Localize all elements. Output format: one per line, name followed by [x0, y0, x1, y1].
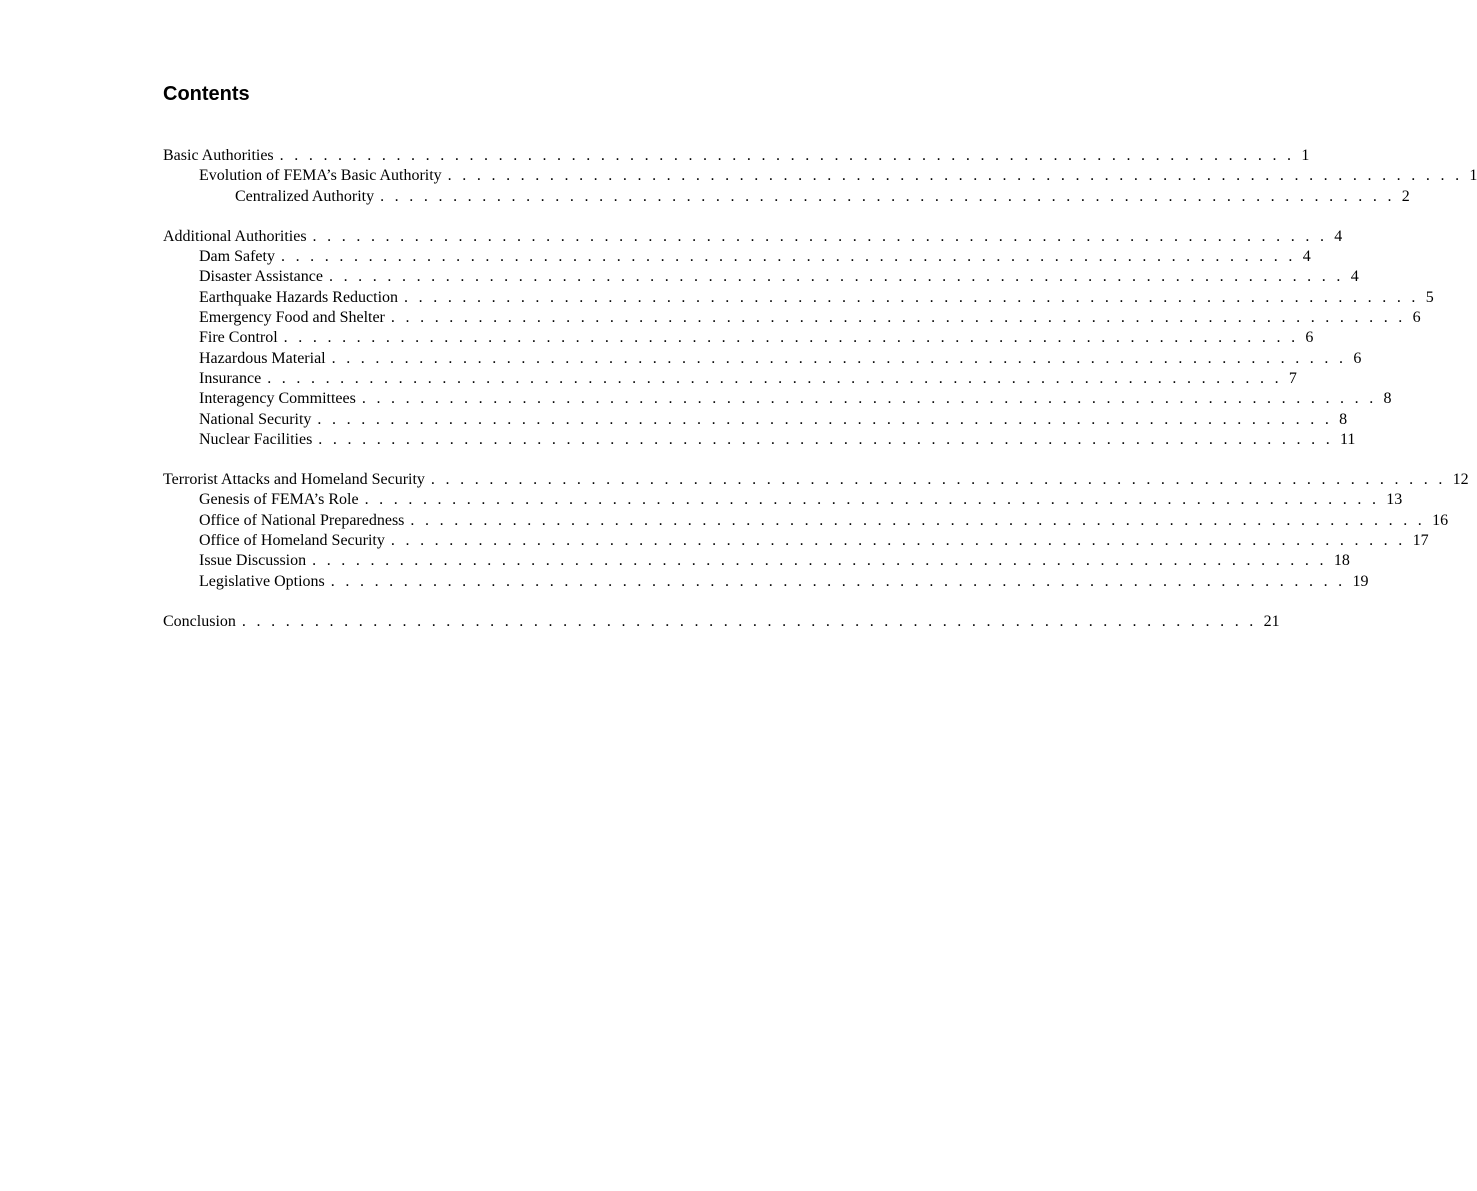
toc-entry-label: Insurance: [199, 369, 262, 387]
dot-leader: . . . . . . . . . . . . . . . . . . . . . . . . . . . . . . . . . . . . . . . . . . . . . . . . . . . . . . . . . . . . . . . . . . . . . .: [410, 511, 1426, 529]
toc-page-number: 2: [1401, 187, 1410, 205]
toc-entry[interactable]: [163, 166, 1477, 186]
toc-entry[interactable]: [163, 470, 1469, 490]
toc-entry[interactable]: [163, 247, 1311, 267]
toc-entry[interactable]: [163, 328, 1314, 348]
toc-entry-label: Legislative Options: [199, 572, 325, 590]
toc-page-number: 5: [1425, 288, 1434, 306]
dot-leader: . . . . . . . . . . . . . . . . . . . . . . . . . . . . . . . . . . . . . . . . . . . . . . . . . . . . . . . . . . . . . . . . . . . . . .: [318, 430, 1333, 448]
dot-leader: . . . . . . . . . . . . . . . . . . . . . . . . . . . . . . . . . . . . . . . . . . . . . . . . . . . . . . . . . . . . . . . . . . . . . .: [390, 532, 1406, 550]
toc-entry-label: Hazardous Material: [199, 349, 326, 367]
dot-leader: . . . . . . . . . . . . . . . . . . . . . . . . . . . . . . . . . . . . . . . . . . . . . . . . . . . . . . . . . . . . . . . . . . . . . .: [361, 390, 1377, 408]
page-title: Contents: [163, 83, 250, 105]
toc-entry[interactable]: [163, 227, 1343, 247]
dot-leader: . . . . . . . . . . . . . . . . . . . . . . . . . . . . . . . . . . . . . . . . . . . . . . . . . . . . . . . . . . . . . . . . . . . . . .: [267, 369, 1282, 387]
toc-page-number: 6: [1353, 349, 1362, 367]
toc-entry[interactable]: [163, 146, 1310, 166]
toc-entry-label: Centralized Authority: [235, 187, 375, 205]
dot-leader: . . . . . . . . . . . . . . . . . . . . . . . . . . . . . . . . . . . . . . . . . . . . . . . . . . . . . . . . . . . . . . . . . . . . . .: [447, 167, 1463, 185]
dot-leader: . . . . . . . . . . . . . . . . . . . . . . . . . . . . . . . . . . . . . . . . . . . . . . . . . . . . . . . . . . . . . . . . . . . . . .: [404, 288, 1419, 306]
toc-page-number: 7: [1288, 369, 1297, 387]
toc-entry[interactable]: [163, 389, 1392, 409]
dot-leader: . . . . . . . . . . . . . . . . . . . . . . . . . . . . . . . . . . . . . . . . . . . . . . . . . . . . . . . . . . . . . . . . . . . . . .: [279, 147, 1295, 164]
dot-leader: . . . . . . . . . . . . . . . . . . . . . . . . . . . . . . . . . . . . . . . . . . . . . . . . . . . . . . . . . . . . . . . . . . . . . .: [283, 329, 1299, 347]
dot-leader: . . . . . . . . . . . . . . . . . . . . . . . . . . . . . . . . . . . . . . . . . . . . . . . . . . . . . . . . . . . . . . . . . . . . . .: [380, 187, 1395, 205]
dot-leader: . . . . . . . . . . . . . . . . . . . . . . . . . . . . . . . . . . . . . . . . . . . . . . . . . . . . . . . . . . . . . . . . . . . . . .: [364, 491, 1380, 509]
dot-leader: . . . . . . . . . . . . . . . . . . . . . . . . . . . . . . . . . . . . . . . . . . . . . . . . . . . . . . . . . . . . . . . . . . . . . .: [390, 309, 1406, 327]
toc-page-number: 13: [1386, 491, 1403, 509]
toc-entry-label: Issue Discussion: [199, 552, 307, 570]
toc-page-number: 8: [1383, 390, 1392, 408]
toc-entry[interactable]: [163, 572, 1369, 592]
toc-page-number: 4: [1334, 227, 1343, 245]
toc-page-number: 6: [1305, 329, 1314, 347]
toc-entry-label: Additional Authorities: [163, 227, 307, 245]
toc-entry[interactable]: [163, 490, 1403, 510]
toc-section: [163, 612, 1280, 632]
toc-page-number: 17: [1412, 532, 1429, 550]
toc-entry-label: Fire Control: [199, 329, 278, 347]
toc-entry-label: Basic Authorities: [163, 147, 274, 164]
dot-leader: . . . . . . . . . . . . . . . . . . . . . . . . . . . . . . . . . . . . . . . . . . . . . . . . . . . . . . . . . . . . . . . . . . . . . .: [331, 349, 1347, 367]
toc-entry[interactable]: [163, 551, 1350, 571]
toc-entry-label: Conclusion: [163, 612, 236, 630]
toc-section: [163, 146, 1477, 207]
dot-leader: . . . . . . . . . . . . . . . . . . . . . . . . . . . . . . . . . . . . . . . . . . . . . . . . . . . . . . . . . . . . . . . . . . . . . .: [328, 268, 1344, 286]
toc-entry-label: National Security: [199, 410, 312, 428]
toc-entry[interactable]: [163, 369, 1297, 389]
toc-page-number: 12: [1452, 471, 1469, 489]
toc-page-number: 19: [1352, 572, 1369, 590]
table-of-contents: [163, 146, 1477, 652]
toc-page-number: 1: [1301, 147, 1310, 164]
toc-page-number: 6: [1412, 309, 1421, 327]
toc-entry[interactable]: [163, 308, 1421, 328]
toc-entry-label: Dam Safety: [199, 248, 275, 266]
dot-leader: . . . . . . . . . . . . . . . . . . . . . . . . . . . . . . . . . . . . . . . . . . . . . . . . . . . . . . . . . . . . . . . . . . . . . .: [280, 248, 1296, 266]
toc-entry[interactable]: [163, 612, 1280, 632]
toc-section: [163, 227, 1434, 450]
toc-entry[interactable]: [163, 531, 1429, 551]
dot-leader: . . . . . . . . . . . . . . . . . . . . . . . . . . . . . . . . . . . . . . . . . . . . . . . . . . . . . . . . . . . . . . . . . . . . . .: [312, 227, 1328, 245]
toc-page-number: 18: [1333, 552, 1350, 570]
toc-entry-label: Interagency Committees: [199, 390, 356, 408]
toc-section: [163, 470, 1469, 592]
toc-entry-label: Emergency Food and Shelter: [199, 309, 385, 327]
toc-entry-label: Genesis of FEMA’s Role: [199, 491, 359, 509]
toc-entry-label: Nuclear Facilities: [199, 430, 313, 448]
toc-entry[interactable]: [163, 410, 1348, 430]
toc-entry[interactable]: [163, 187, 1410, 207]
dot-leader: . . . . . . . . . . . . . . . . . . . . . . . . . . . . . . . . . . . . . . . . . . . . . . . . . . . . . . . . . . . . . . . . . . . . . .: [241, 612, 1257, 630]
toc-entry[interactable]: [163, 511, 1449, 531]
toc-page-number: 21: [1263, 612, 1280, 630]
toc-page-number: 4: [1302, 248, 1311, 266]
toc-page-number: 4: [1350, 268, 1359, 286]
toc-page-number: 1: [1469, 167, 1477, 185]
toc-page-number: 11: [1340, 430, 1356, 448]
toc-entry-label: Office of Homeland Security: [199, 532, 385, 550]
toc-entry-label: Office of National Preparedness: [199, 511, 405, 529]
toc-entry[interactable]: [163, 349, 1362, 369]
dot-leader: . . . . . . . . . . . . . . . . . . . . . . . . . . . . . . . . . . . . . . . . . . . . . . . . . . . . . . . . . . . . . . . . . . . . . .: [312, 552, 1327, 570]
toc-entry-label: Evolution of FEMA’s Basic Authority: [199, 167, 442, 185]
toc-entry[interactable]: [163, 267, 1359, 287]
toc-entry-label: Earthquake Hazards Reduction: [199, 288, 399, 306]
toc-page-number: 8: [1339, 410, 1348, 428]
toc-entry[interactable]: [163, 430, 1356, 450]
toc-entry-label: Terrorist Attacks and Homeland Security: [163, 471, 425, 489]
dot-leader: . . . . . . . . . . . . . . . . . . . . . . . . . . . . . . . . . . . . . . . . . . . . . . . . . . . . . . . . . . . . . . . . . . . . . .: [317, 410, 1333, 428]
toc-page-number: 16: [1432, 511, 1449, 529]
dot-leader: . . . . . . . . . . . . . . . . . . . . . . . . . . . . . . . . . . . . . . . . . . . . . . . . . . . . . . . . . . . . . . . . . . . . . .: [430, 471, 1446, 489]
dot-leader: . . . . . . . . . . . . . . . . . . . . . . . . . . . . . . . . . . . . . . . . . . . . . . . . . . . . . . . . . . . . . . . . . . . . . .: [330, 572, 1346, 590]
toc-entry-label: Disaster Assistance: [199, 268, 323, 286]
toc-entry[interactable]: [163, 288, 1434, 308]
